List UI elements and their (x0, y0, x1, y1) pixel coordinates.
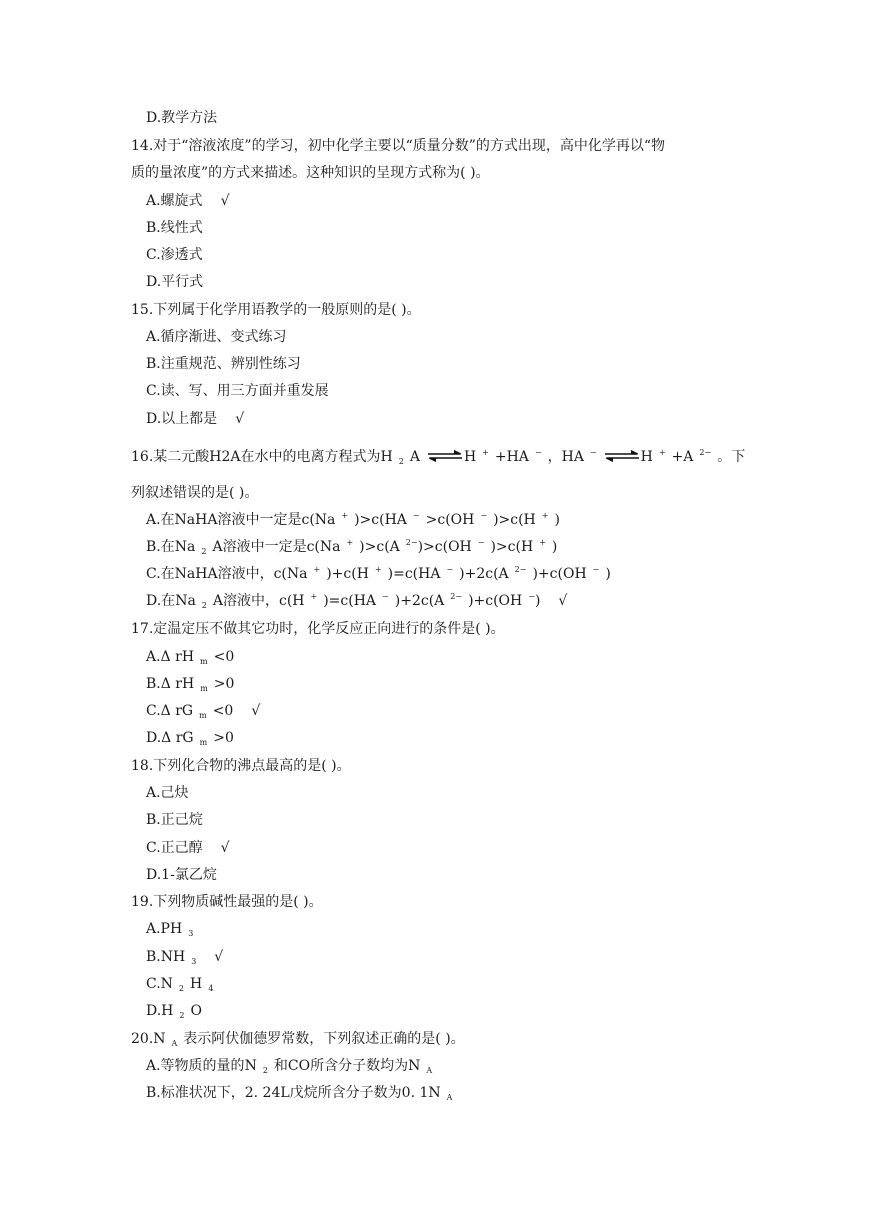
q14-stem-line2: 质的量浓度”的方式来描述。这种知识的呈现方式称为( )。 (131, 165, 490, 181)
q18-option-c (146, 839, 230, 857)
q16-stem-line2: 列叙述错误的是( )。 (131, 485, 259, 501)
q17-option-a: A.Δ rH $_m$ <0 (146, 649, 235, 666)
q13-option-d: D.教学方法 (146, 110, 218, 126)
q14-option-b: B.线性式 (146, 220, 203, 236)
q20-option-b: B.标准状况下，2. 24L戊烷所含分子数为0. 1N $_A$ (146, 1085, 453, 1102)
q14-option-a (146, 192, 229, 210)
q18-option-c-text: C.正己醇 (146, 840, 203, 856)
q19-option-a: A.PH $_3$ (146, 921, 194, 938)
q18-option-d: D.1-氯乙烷 (146, 867, 217, 883)
q15-option-d (146, 410, 244, 428)
equilibrium-arrow-icon (603, 450, 641, 462)
check-mark-icon: √ (558, 593, 568, 609)
check-mark-icon: √ (220, 193, 230, 209)
q16-option-d-prefix: D.在 (146, 593, 176, 609)
q20-option-b-text: B.标准状况下，2. 24L戊烷所含分子数为0. 1N (146, 1085, 441, 1101)
q17-stem: 17.定温定压不做其它功时，化学反应正向进行的条件是( )。 (131, 621, 505, 637)
q20-option-a-mid: 和CO所含分子数均为 (273, 1058, 409, 1074)
q15-option-c: C.读、写、用三方面并重发展 (146, 383, 329, 399)
q16-stem-prefix: 16.某二元酸H2A在水中的电离方程式为 (131, 449, 381, 465)
q16-option-d: D.在Na $_2$ A溶液中，c(H + )=c(HA − )+2c(A $^{2-}$ )+c(OH −) √ (146, 592, 568, 610)
q16-option-c-prefix: C.在NaHA溶液中， (146, 566, 274, 582)
q20-stem-suffix: 表示阿伏伽德罗常数，下列叙述正确的是( )。 (183, 1031, 465, 1047)
q16-option-c: C.在NaHA溶液中，c(Na + )+c(H + )=c(HA − )+2c(A $^{2-}$ )+c(OH − ) (146, 565, 611, 582)
q16-option-a: A.在NaHA溶液中一定是c(Na + )>c(HA − >c(OH − )>c(H + ) (146, 511, 560, 528)
check-mark-icon: √ (220, 840, 230, 856)
q19-option-b: B.NH $_3$ √ (146, 949, 224, 966)
q20-option-a: A.等物质的量的N $_2$ 和CO所含分子数均为N $_A$ (146, 1058, 433, 1075)
q16-stem-line1: 16.某二元酸H2A在水中的电离方程式为H $_2$ A H + +HA − ，HA − H + +A $^{2-}$ 。下 (131, 448, 746, 466)
check-mark-icon: √ (235, 411, 245, 427)
q16-option-b-prefix: B.在 (146, 539, 175, 555)
q15-option-a: A.循序渐进、变式练习 (146, 329, 287, 345)
q19-option-d: D.H $_2$ O (146, 1003, 202, 1020)
q14-stem-line1: 14.对于“溶液浓度”的学习，初中化学主要以“质量分数”的方式出现，高中化学再以“物 (131, 138, 666, 154)
q20-option-a-text: A.等物质的量的 (146, 1058, 245, 1074)
q17-option-c: C.Δ rG $_m$ <0 √ (146, 703, 261, 720)
q16-option-a-prefix: A.在NaHA溶液中一定是 (146, 512, 302, 528)
q18-option-a: A.己炔 (146, 785, 189, 801)
q14-option-d: D.平行式 (146, 274, 204, 290)
q14-option-c: C.渗透式 (146, 247, 203, 263)
q16-option-b: B.在Na $_2$ A溶液中一定是c(Na + )>c(A $^{2-}$)>c(OH − )>c(H + ) (146, 538, 558, 556)
q18-stem: 18.下列化合物的沸点最高的是( )。 (131, 758, 351, 774)
q15-option-b: B.注重规范、辨别性练习 (146, 356, 301, 372)
q18-option-b: B.正己烷 (146, 812, 203, 828)
check-mark-icon: √ (251, 703, 261, 719)
q14-option-a-text: A.螺旋式 (146, 193, 203, 209)
equilibrium-arrow-icon (426, 450, 464, 462)
q19-option-c: C.N $_2$ H $_4$ (146, 976, 214, 993)
q17-option-d: D.Δ rG $_m$ >0 (146, 730, 234, 747)
q15-stem: 15.下列属于化学用语教学的一般原则的是( )。 (131, 302, 421, 318)
q20-stem: 20.N $_A$ 表示阿伏伽德罗常数，下列叙述正确的是( )。 (131, 1031, 465, 1048)
q17-option-b: B.Δ rH $_m$ >0 (146, 676, 235, 693)
q15-option-d-text: D.以上都是 (146, 411, 218, 427)
q19-stem: 19.下列物质碱性最强的是( )。 (131, 894, 323, 910)
check-mark-icon: √ (214, 949, 224, 965)
